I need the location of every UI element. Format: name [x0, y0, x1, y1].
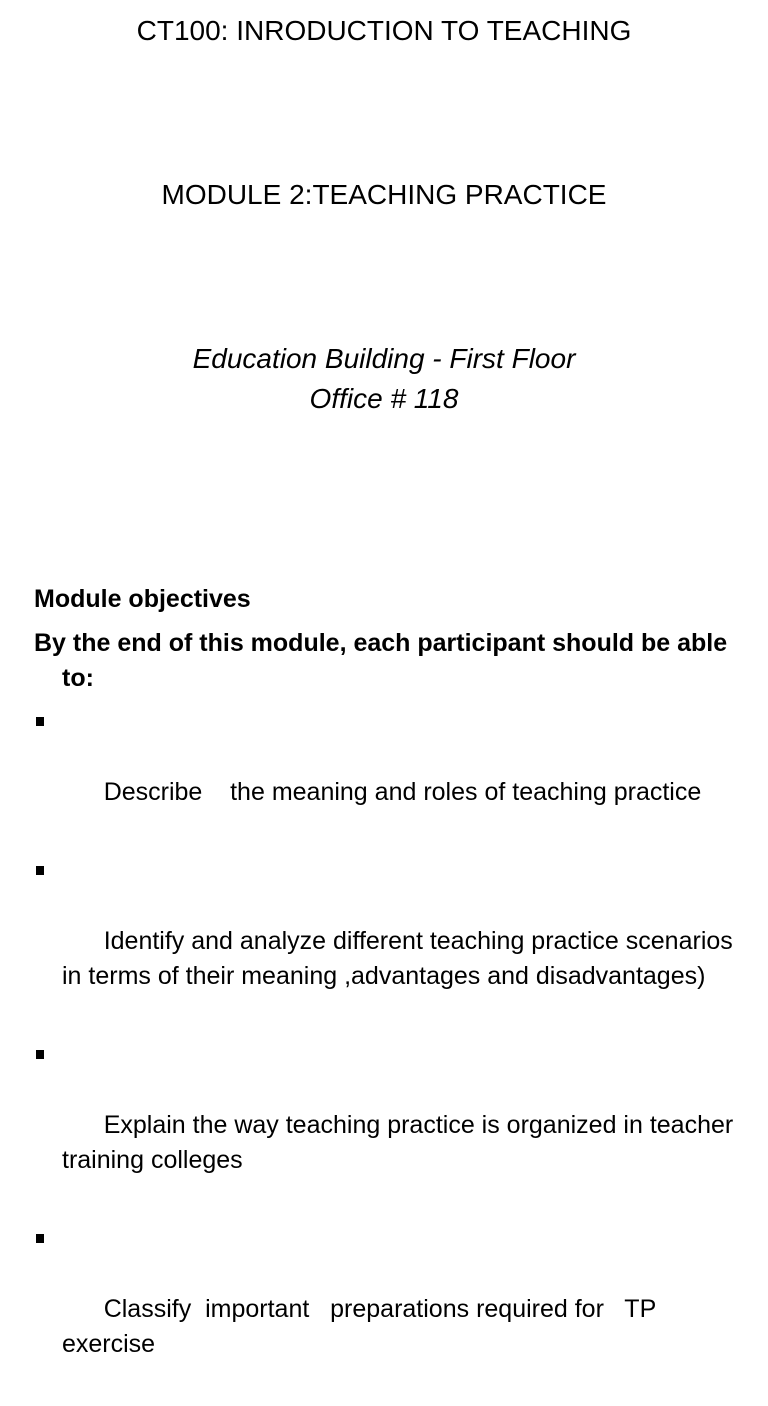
objectives-list [34, 705, 741, 1397]
objective-text: Classify important preparations required for TP exercise [62, 1295, 663, 1358]
square-bullet-icon [36, 1234, 44, 1243]
objective-item [34, 1038, 741, 1213]
course-title: CT100: INRODUCTION TO TEACHING [136, 15, 632, 46]
objective-item [34, 705, 734, 845]
square-bullet-icon [36, 1050, 44, 1059]
location-office: Office # 118 [309, 383, 459, 414]
objective-item [34, 1222, 734, 1397]
square-bullet-icon [36, 866, 44, 875]
location-building: Education Building - First Floor [192, 343, 576, 374]
objective-text: Describe the meaning and roles of teaching practice [103, 778, 702, 806]
module-title: MODULE 2:TEACHING PRACTICE [161, 179, 607, 210]
square-bullet-icon [36, 717, 44, 726]
objectives-intro: By the end of this module, each participant should be able to: [34, 629, 728, 692]
objective-item [34, 854, 740, 1029]
objective-text: Explain the way teaching practice is organized in teacher training colleges [62, 1111, 741, 1174]
objectives-heading: Module objectives [34, 585, 251, 613]
objective-text: Identify and analyze different teaching practice scenarios in terms of their meaning ,advantages and disadvantages) [62, 927, 740, 990]
objectives-section [34, 582, 741, 1406]
